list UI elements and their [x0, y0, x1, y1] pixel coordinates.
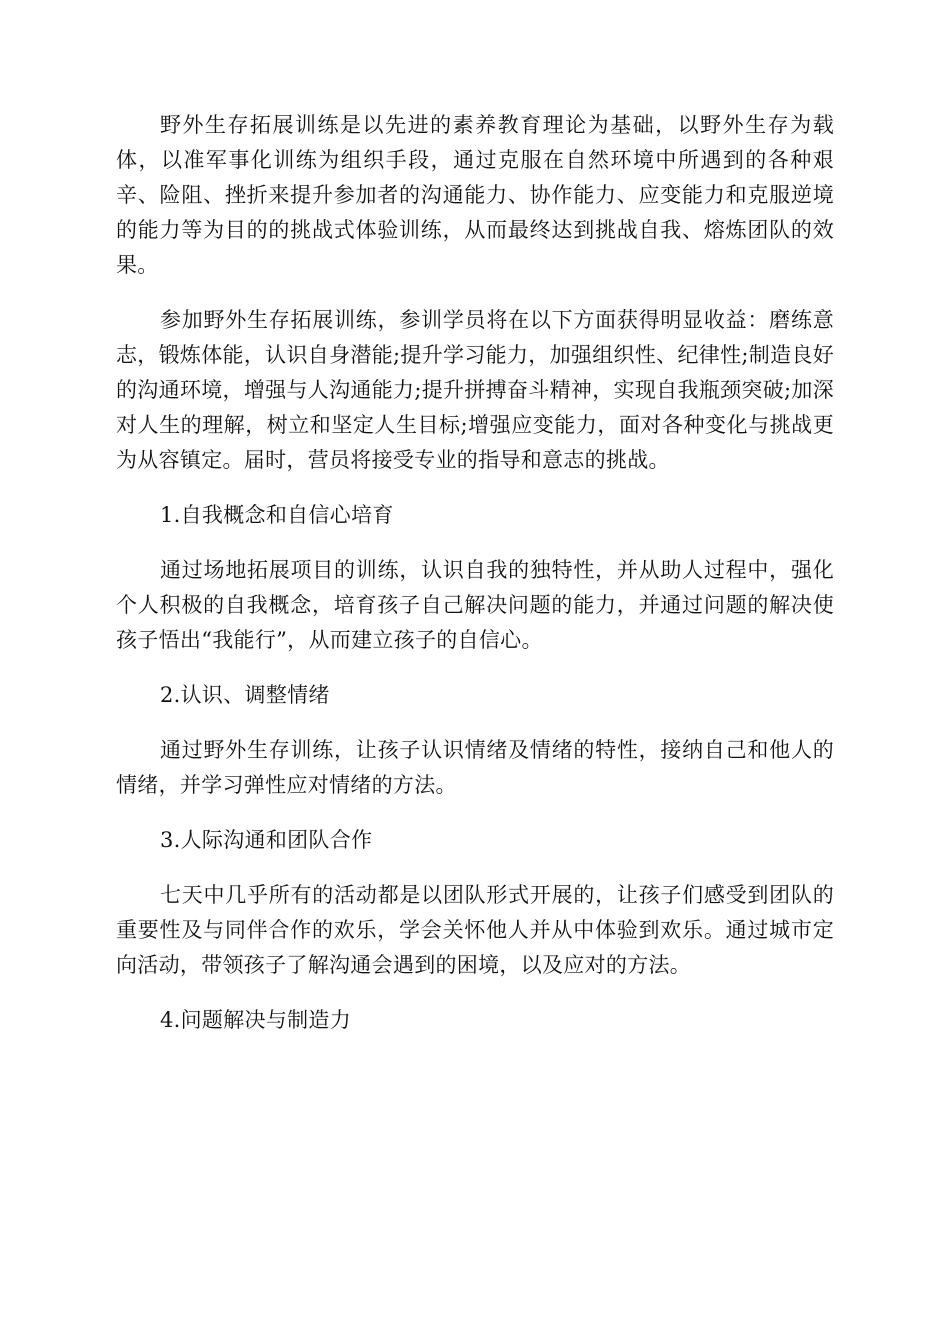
document-body	[116, 108, 834, 1058]
section-heading-2: 2.认识、调整情绪	[160, 683, 330, 707]
section-heading-3: 3.人际沟通和团队合作	[160, 828, 373, 852]
paragraph-benefits: 参加野外生存拓展训练，参训学员将在以下方面获得明显收益：磨练意志，锻炼体能，认识自身潜能;提升学习能力，加强组织性、纪律性;制造良好的沟通环境，增强与人沟通能力;提升拼搏奋斗精神，实现自我瓶颈突破;加深对人生的理解，树立和坚定人生目标;增强应变能力，面对各种变化与挑战更为从容镇定。届时，营员将接受专业的指导和意志的挑战。	[116, 308, 834, 472]
paragraph-section-1: 通过场地拓展项目的训练，认识自我的独特性，并从助人过程中，强化个人积极的自我概念，培育孩子自己解决问题的能力，并通过问题的解决使孩子悟出“我能行”，从而建立孩子的自信心。	[116, 558, 834, 652]
paragraph-section-3: 七天中几乎所有的活动都是以团队形式开展的，让孩子们感受到团队的重要性及与同伴合作的欢乐，学会关怀他人并从中体验到欢乐。通过城市定向活动，带领孩子了解沟通会遇到的困境，以及应对的方法。	[116, 883, 834, 977]
paragraph-intro: 野外生存拓展训练是以先进的素养教育理论为基础，以野外生存为载体，以准军事化训练为组织手段，通过克服在自然环境中所遇到的各种艰辛、险阻、挫折来提升参加者的沟通能力、协作能力、应变能力和克服逆境的能力等为目的的挑战式体验训练，从而最终达到挑战自我、熔炼团队的效果。	[116, 113, 834, 277]
section-heading-4: 4.问题解决与制造力	[160, 1008, 352, 1032]
paragraph-section-2: 通过野外生存训练，让孩子认识情绪及情绪的特性，接纳自己和他人的情绪，并学习弹性应对情绪的方法。	[116, 738, 834, 797]
section-heading-1: 1.自我概念和自信心培育	[160, 503, 394, 527]
